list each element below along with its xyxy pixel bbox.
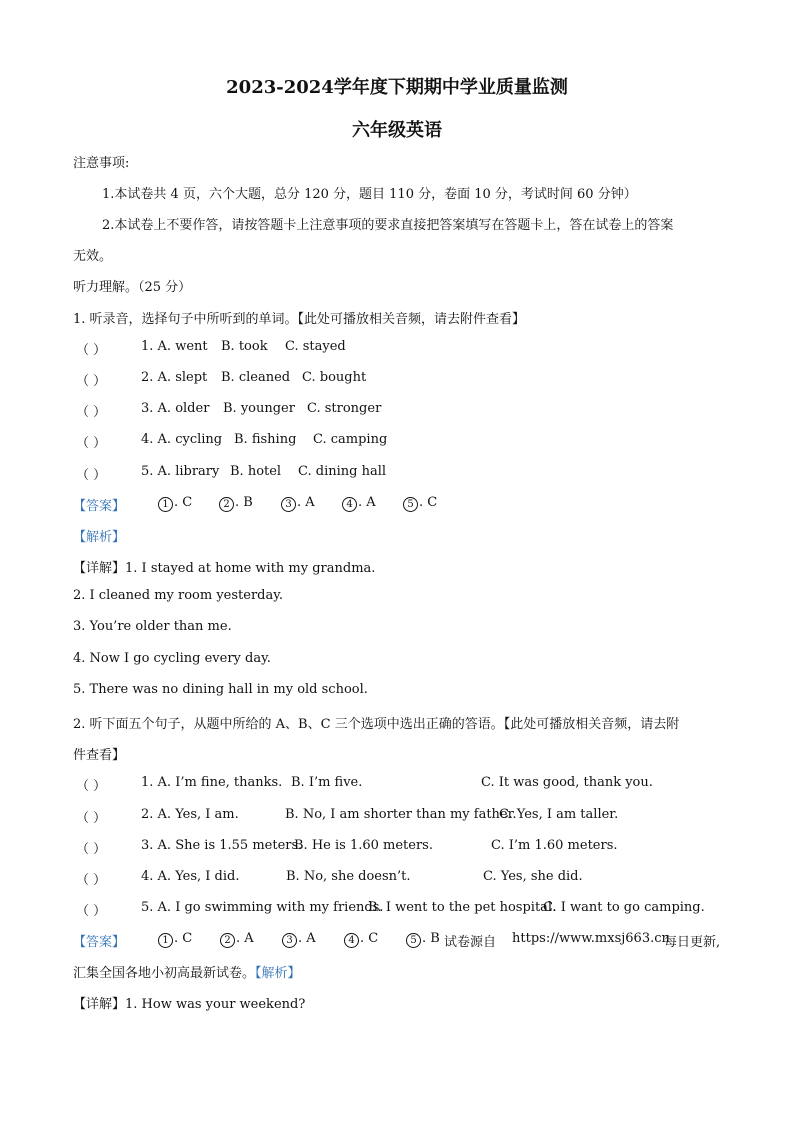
detail-text: 1. How was your weekend?: [125, 997, 306, 1012]
option-b: B. hotel: [230, 464, 282, 479]
circled-number: 3: [281, 497, 296, 512]
circled-number: 2: [220, 933, 235, 948]
option-a: 4. A. Yes, I did.: [141, 869, 240, 884]
q1-detail-3: 3. You’re older than me.: [73, 619, 232, 634]
q1-detail-1: [73, 557, 375, 576]
circled-number: 4: [342, 497, 357, 512]
source-text: 试卷源自: [444, 935, 497, 950]
answer-blank: （ ）: [76, 468, 107, 483]
answer-value: . C: [360, 931, 379, 946]
answer-value: . B: [235, 495, 253, 510]
option-a: 5. A. library: [141, 464, 220, 479]
option-c: C. It was good, thank you.: [481, 775, 653, 790]
circled-number: 5: [406, 933, 421, 948]
answer-label: 【答案】: [73, 499, 126, 514]
circled-number: 3: [282, 933, 297, 948]
answer-4: [342, 495, 376, 512]
answer-1: [158, 931, 192, 948]
answer-5: [403, 495, 437, 512]
option-a: 4. A. cycling: [141, 432, 223, 447]
option-c: C. stayed: [285, 339, 346, 354]
q2-instruction-cont: 件查看】: [73, 748, 126, 763]
answer-blank: （ ）: [76, 374, 107, 389]
answer-2: [219, 495, 253, 512]
source-url: https://www.mxsj663.cn: [512, 931, 670, 946]
circled-number: 5: [403, 497, 418, 512]
answer-value: . A: [236, 931, 254, 946]
option-c: C. dining hall: [298, 464, 387, 479]
option-b: B. I went to the pet hospital.: [368, 900, 557, 915]
q1-detail-4: 4. Now I go cycling every day.: [73, 651, 271, 666]
detail-label: 【详解】: [73, 561, 126, 576]
answer-value: . C: [174, 495, 193, 510]
answer-blank: （ ）: [76, 904, 107, 919]
answer-blank: （ ）: [76, 436, 107, 451]
option-c: C. Yes, she did.: [483, 869, 583, 884]
answer-label: 【答案】: [73, 935, 126, 950]
q1-analysis-label: 【解析】: [73, 530, 126, 545]
source-line-text: 汇集全国各地小初高最新试卷。: [73, 966, 256, 981]
option-c: C. camping: [313, 432, 388, 447]
answer-5: [406, 931, 440, 948]
answer-value: . C: [419, 495, 438, 510]
option-a: 5. A. I go swimming with my friends.: [141, 900, 384, 915]
option-c: C. Yes, I am taller.: [499, 807, 619, 822]
answer-blank: （ ）: [76, 842, 107, 857]
detail-text: 1. I stayed at home with my grandma.: [125, 561, 376, 576]
page-title: 2023-2024学年度下期期中学业质量监测: [226, 77, 568, 98]
answer-1: [158, 495, 192, 512]
answer-2: [220, 931, 254, 948]
option-c: C. stronger: [307, 401, 382, 416]
notice-item-2-cont: 无效。: [73, 249, 113, 264]
option-b: B. cleaned: [221, 370, 291, 385]
option-b: B. He is 1.60 meters.: [294, 838, 433, 853]
answer-value: . A: [298, 931, 316, 946]
q2-detail-1: [73, 993, 305, 1012]
answer-blank: （ ）: [76, 811, 107, 826]
option-a: 3. A. She is 1.55 meters.: [141, 838, 303, 853]
source-tail: 每日更新,: [664, 935, 721, 950]
option-a: 2. A. Yes, I am.: [141, 807, 239, 822]
option-b: B. fishing: [234, 432, 297, 447]
option-c: C. bought: [302, 370, 367, 385]
detail-label: 【详解】: [73, 997, 126, 1012]
answer-3: [281, 495, 315, 512]
option-a: 3. A. older: [141, 401, 210, 416]
option-b: B. No, I am shorter than my father.: [285, 807, 517, 822]
answer-value: . A: [358, 495, 376, 510]
page-subtitle: 六年级英语: [352, 120, 442, 141]
section-title: 听力理解。（25 分）: [73, 280, 192, 295]
option-b: B. I’m five.: [291, 775, 363, 790]
q1-detail-2: 2. I cleaned my room yesterday.: [73, 588, 283, 603]
answer-blank: （ ）: [76, 343, 107, 358]
answer-blank: （ ）: [76, 779, 107, 794]
circled-number: 4: [344, 933, 359, 948]
circled-number: 1: [158, 497, 173, 512]
option-b: B. younger: [223, 401, 295, 416]
q2-instruction: 2. 听下面五个句子，从题中所给的 A、B、C 三个选项中选出正确的答语。【此处可播放相关音频，请去附: [73, 717, 680, 732]
analysis-label: 【解析】: [255, 966, 301, 981]
notice-item-1: 1.本试卷共 4 页，六个大题，总分 120 分，题目 110 分，卷面 10 分，考试时间 60 分钟）: [102, 187, 637, 202]
notice-item-2: 2.本试卷上不要作答，请按答题卡上注意事项的要求直接把答案填写在答题卡上，答在试卷上的答案: [102, 218, 674, 233]
answer-3: [282, 931, 316, 948]
option-a: 1. A. went: [141, 339, 208, 354]
option-c: C. I want to go camping.: [543, 900, 705, 915]
answer-blank: （ ）: [76, 873, 107, 888]
notice-heading: 注意事项:: [73, 156, 130, 171]
circled-number: 2: [219, 497, 234, 512]
option-c: C. I’m 1.60 meters.: [491, 838, 618, 853]
q2-source-line2: [73, 962, 301, 981]
answer-value: . C: [174, 931, 193, 946]
answer-blank: （ ）: [76, 405, 107, 420]
option-a: 2. A. slept: [141, 370, 208, 385]
option-a: 1. A. I’m fine, thanks.: [141, 775, 283, 790]
option-b: B. took: [221, 339, 268, 354]
q1-detail-5: 5. There was no dining hall in my old school.: [73, 682, 368, 697]
answer-4: [344, 931, 378, 948]
option-b: B. No, she doesn’t.: [286, 869, 411, 884]
q1-instruction: 1. 听录音，选择句子中所听到的单词。【此处可播放相关音频，请去附件查看】: [73, 312, 526, 327]
circled-number: 1: [158, 933, 173, 948]
answer-value: . B: [422, 931, 440, 946]
answer-value: . A: [297, 495, 315, 510]
